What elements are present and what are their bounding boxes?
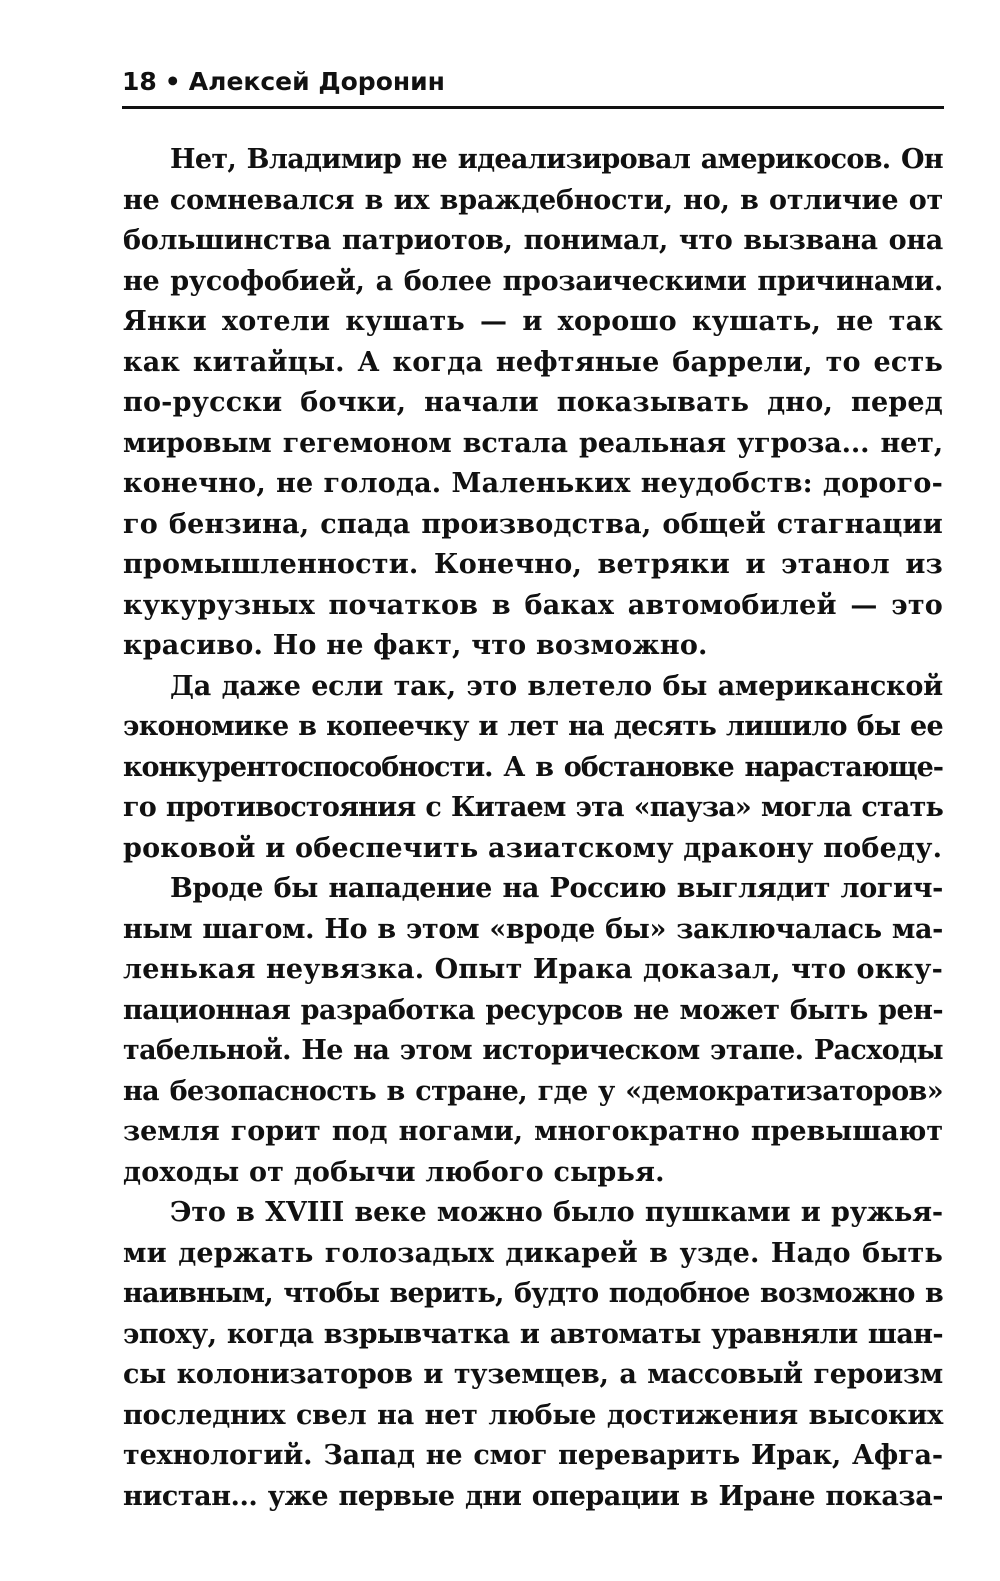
text-line: нистан... уже первые дни операции в Иране показа- xyxy=(123,1480,943,1512)
text-line: земля горит под ногами, многократно превышают xyxy=(123,1116,943,1147)
text-line: не русофобией, а более прозаическими причинами. xyxy=(123,265,943,297)
author-name: Алексей Доронин xyxy=(188,67,445,96)
text-line: по-русски бочки, начали показывать дно, перед xyxy=(123,387,943,418)
header-rule xyxy=(122,106,944,109)
text-line: табельной. Не на этом историческом этапе. Расходы xyxy=(123,1035,943,1066)
text-line: красиво. Но не факт, что возможно. xyxy=(123,630,708,661)
text-line: как китайцы. А когда нефтяные баррели, то есть xyxy=(123,346,943,378)
text-line: го противостояния с Китаем эта «пауза» могла стать xyxy=(123,792,943,823)
running-header xyxy=(122,64,944,100)
paragraph xyxy=(123,667,943,870)
text-line: не сомневался в их враждебности, но, в отличие от xyxy=(123,184,943,216)
text-line: ми держать голозадых дикарей в узде. Надо быть xyxy=(123,1237,943,1269)
text-line: ным шагом. Но в этом «вроде бы» заключалась ма- xyxy=(123,913,943,945)
text-line: последних свел на нет любые достижения высоких xyxy=(123,1399,943,1431)
text-line: пационная разработка ресурсов не может быть рен- xyxy=(123,994,943,1026)
paragraph xyxy=(123,1193,943,1517)
text-line: промышленности. Конечно, ветряки и этанол из xyxy=(123,549,943,580)
paragraph xyxy=(123,140,943,667)
text-line: конкурентоспособности. А в обстановке нарастающе- xyxy=(123,751,943,783)
text-line: Янки хотели кушать — и хорошо кушать, не так xyxy=(123,306,943,337)
text-line: кукурузных початков в баках автомобилей — это xyxy=(123,589,943,621)
text-line: эпоху, когда взрывчатка и автоматы уравняли шан- xyxy=(123,1318,943,1350)
text-line: Нет, Владимир не идеализировал америкосов. Он xyxy=(170,144,943,175)
text-line: роковой и обеспечить азиатскому дракону победу. xyxy=(123,832,943,864)
text-line: конечно, не голода. Маленьких неудобств: дорого- xyxy=(123,468,943,499)
text-line: Вроде бы нападение на Россию выглядит логич- xyxy=(170,873,943,904)
paragraph xyxy=(123,869,943,1193)
text-line: Это в XVIII веке можно было пушками и ружья- xyxy=(170,1197,943,1228)
text-line: наивным, чтобы верить, будто подобное возможно в xyxy=(123,1278,943,1309)
text-line: большинства патриотов, понимал, что вызвана она xyxy=(123,225,943,256)
text-line: сы колонизаторов и туземцев, а массовый героизм xyxy=(123,1359,943,1390)
header-separator: • xyxy=(164,67,181,96)
text-line: технологий. Запад не смог переварить Ирак, Афга- xyxy=(123,1440,943,1471)
text-line: на безопасность в стране, где у «демократизаторов» xyxy=(123,1075,943,1107)
text-line: мировым гегемоном встала реальная угроза... нет, xyxy=(123,427,943,459)
text-line: го бензина, спада производства, общей стагнации xyxy=(123,508,943,540)
text-line: Да даже если так, это влетело бы американской xyxy=(170,670,943,702)
body-text xyxy=(123,140,943,1517)
text-line: экономике в копеечку и лет на десять лишило бы ее xyxy=(123,711,943,742)
page-number: 18 xyxy=(122,67,157,96)
text-line: доходы от добычи любого сырья. xyxy=(123,1156,665,1188)
text-line: ленькая неувязка. Опыт Ирака доказал, что окку- xyxy=(123,954,943,985)
